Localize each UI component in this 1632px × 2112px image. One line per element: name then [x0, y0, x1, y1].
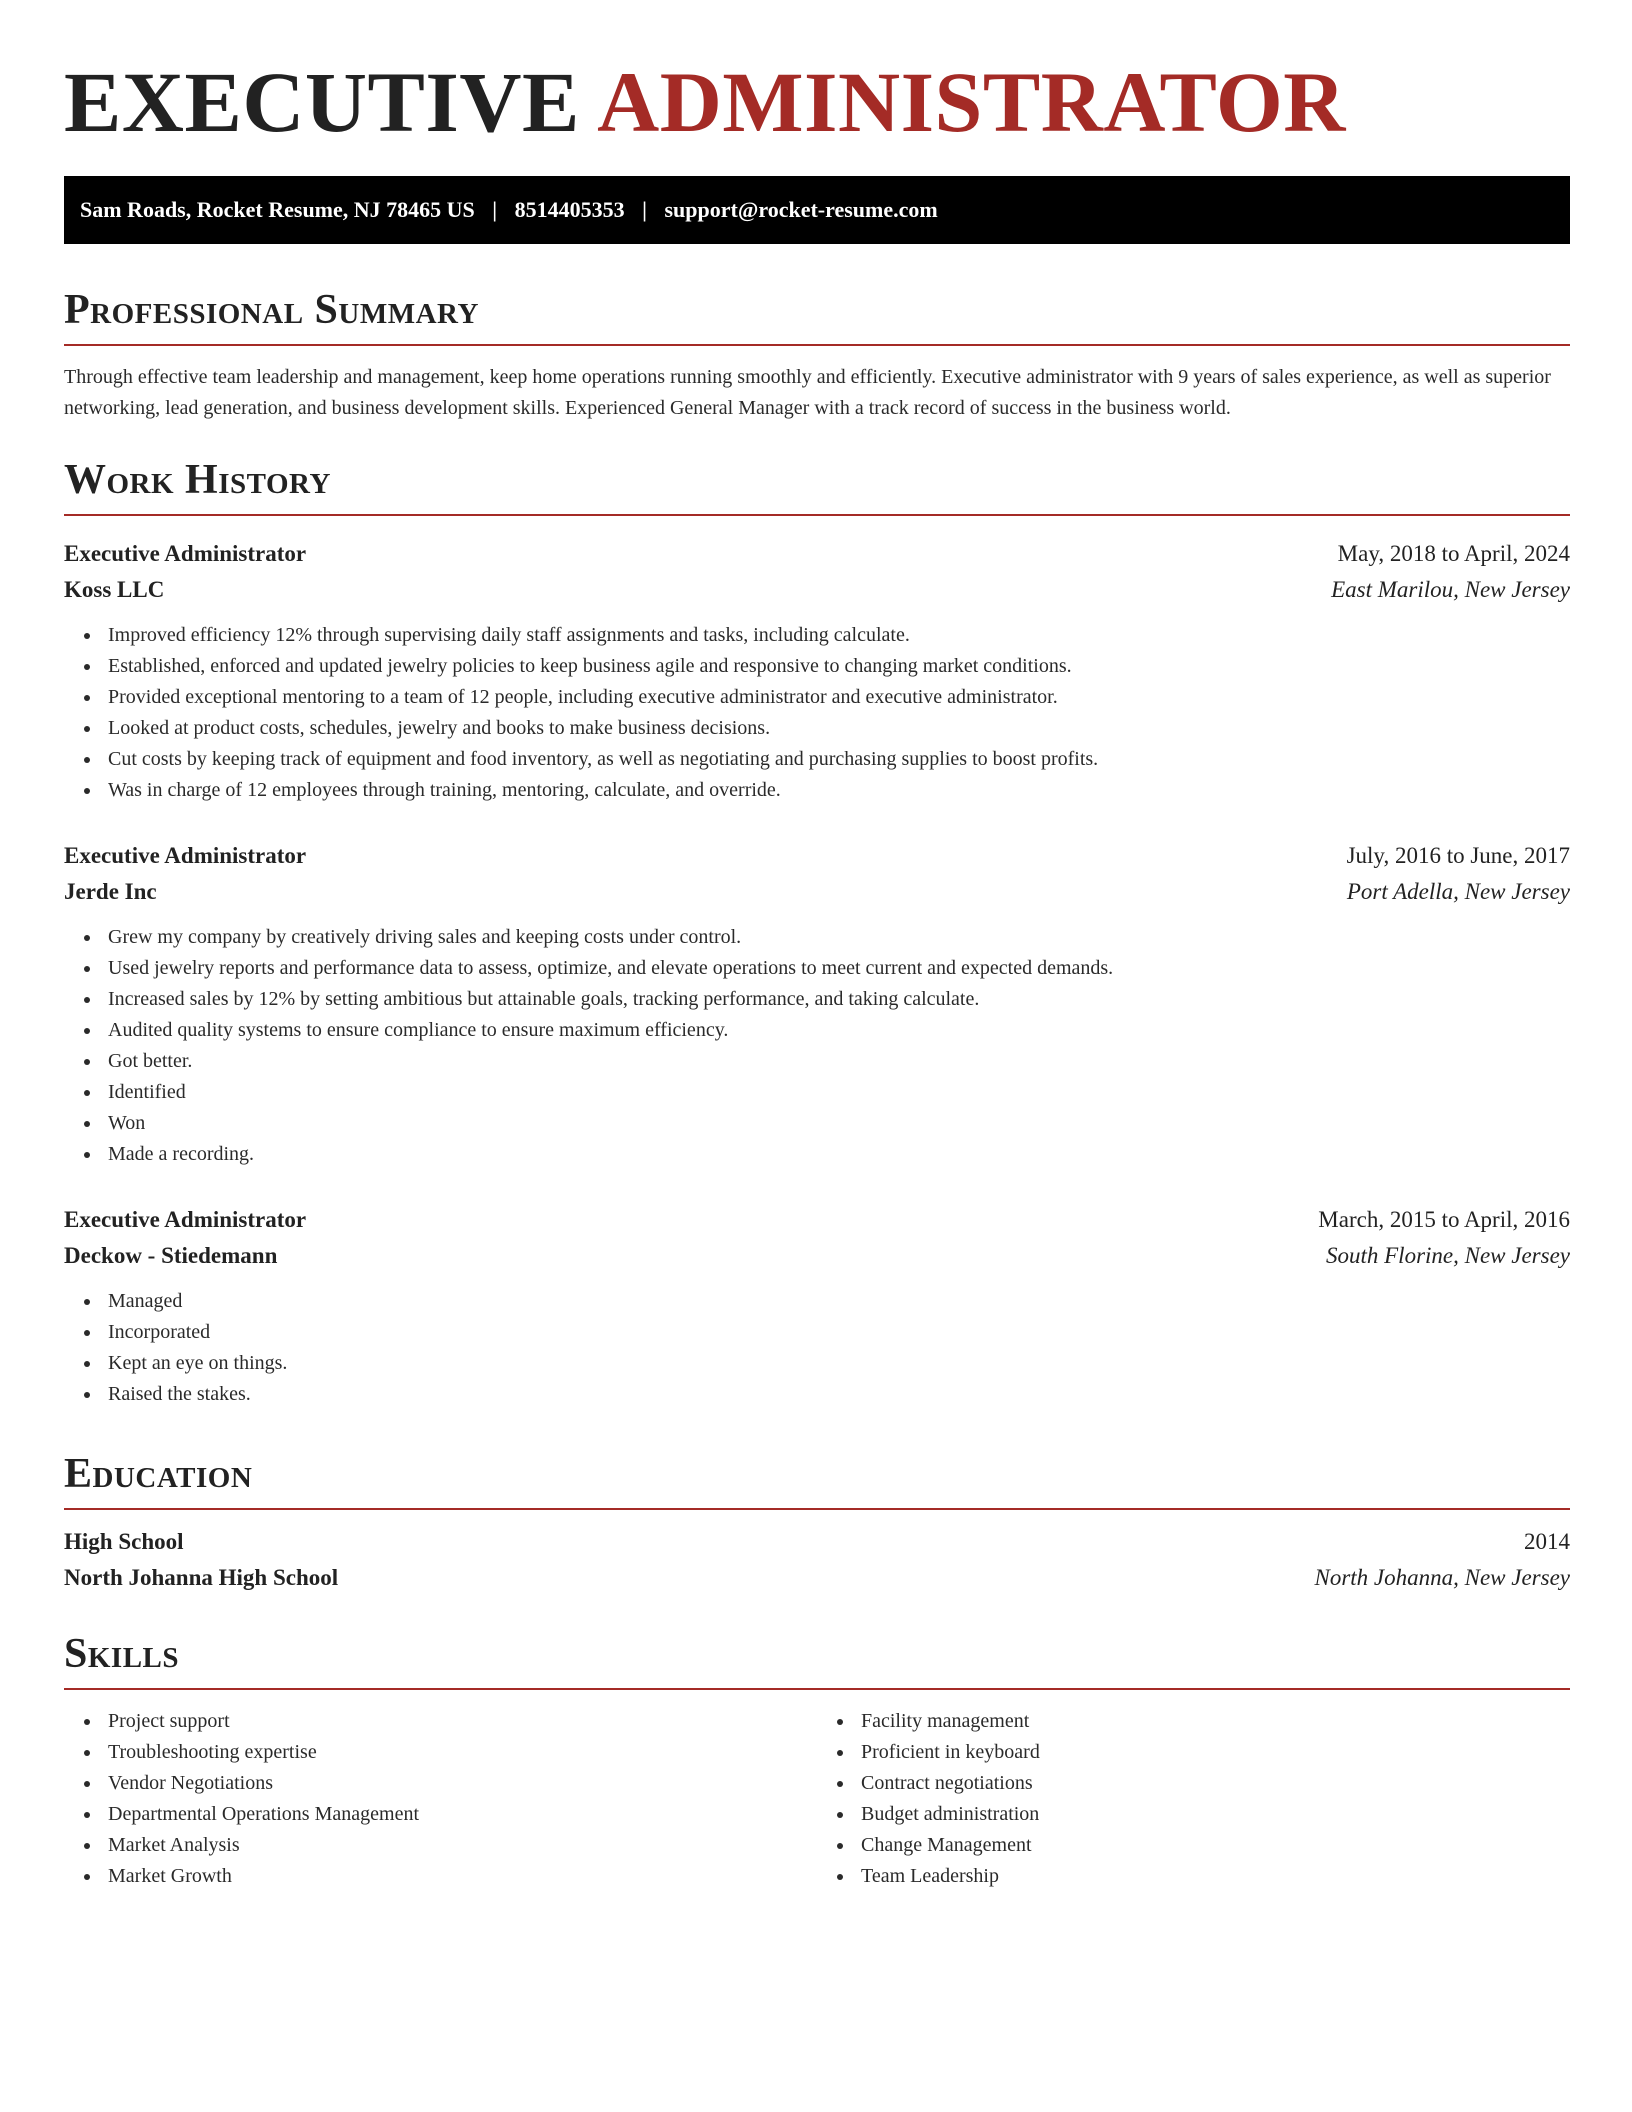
resume-title	[64, 52, 1346, 152]
work-history-section	[64, 452, 1570, 516]
section-heading-work-history: Work History	[64, 457, 331, 503]
job-bullets	[64, 922, 1570, 1170]
contact-separator: |	[642, 197, 647, 222]
skill-item: Vendor Negotiations	[108, 1768, 817, 1799]
job-bullets	[64, 1286, 1570, 1410]
list-item: Looked at product costs, schedules, jewelry and books to make business decisions.	[108, 713, 1570, 744]
job-title: Executive Administrator	[64, 843, 307, 868]
list-item: Used jewelry reports and performance data to assess, optimize, and elevate operations to meet current and expected demands.	[108, 953, 1570, 984]
job-location: Port Adella, New Jersey	[1346, 879, 1570, 904]
company-name: Deckow - Stiedemann	[64, 1243, 278, 1268]
section-divider	[64, 344, 1570, 346]
skill-item: Change Management	[861, 1830, 1570, 1861]
job-entry	[64, 536, 1570, 806]
list-item: Incorporated	[108, 1317, 1570, 1348]
job-dates: May, 2018 to April, 2024	[1337, 541, 1570, 566]
section-divider	[64, 1508, 1570, 1510]
list-item: Kept an eye on things.	[108, 1348, 1570, 1379]
skill-item: Market Growth	[108, 1861, 817, 1892]
company-name: Koss LLC	[64, 577, 165, 602]
summary-text: Through effective team leadership and management, keep home operations running smoothly and efficiently. Executive administrator with 9 years of sales experience, as well as superior networking, lead generation, and business development skills. Experienced General Manager with a track record of success in the business world.	[64, 366, 1551, 419]
summary-section	[64, 282, 1570, 424]
job-entry	[64, 1202, 1570, 1410]
skills-columns	[64, 1690, 1570, 1892]
title-second-word: ADMINISTRATOR	[597, 54, 1346, 150]
skill-item: Team Leadership	[861, 1861, 1570, 1892]
job-location: East Marilou, New Jersey	[1331, 577, 1570, 602]
section-heading-summary: Professional Summary	[64, 287, 479, 333]
education-year: 2014	[1524, 1529, 1570, 1554]
job-dates: July, 2016 to June, 2017	[1346, 843, 1570, 868]
skills-section	[64, 1626, 1570, 1892]
skill-item: Budget administration	[861, 1799, 1570, 1830]
education-degree: High School	[64, 1529, 184, 1554]
list-item: Won	[108, 1108, 1570, 1139]
contact-bar	[64, 176, 1570, 244]
school-name: North Johanna High School	[64, 1565, 339, 1590]
section-heading-skills: Skills	[64, 1631, 180, 1677]
education-section	[64, 1446, 1570, 1596]
skill-item: Facility management	[861, 1706, 1570, 1737]
skill-item: Market Analysis	[108, 1830, 817, 1861]
skill-item: Proficient in keyboard	[861, 1737, 1570, 1768]
list-item: Managed	[108, 1286, 1570, 1317]
contact-address: Sam Roads, Rocket Resume, NJ 78465 US	[80, 197, 475, 222]
section-divider	[64, 514, 1570, 516]
title-first-word: EXECUTIVE	[64, 54, 580, 150]
job-dates: March, 2015 to April, 2016	[1318, 1207, 1570, 1232]
list-item: Got better.	[108, 1046, 1570, 1077]
job-bullets	[64, 620, 1570, 806]
contact-email: support@rocket-resume.com	[664, 197, 938, 222]
skills-list-right	[817, 1706, 1570, 1892]
job-title: Executive Administrator	[64, 1207, 307, 1232]
skill-item: Contract negotiations	[861, 1768, 1570, 1799]
contact-separator: |	[492, 197, 498, 222]
skills-list-left	[64, 1706, 817, 1892]
list-item: Provided exceptional mentoring to a team of 12 people, including executive administrator and executive administrator.	[108, 682, 1570, 713]
job-entry	[64, 838, 1570, 1170]
list-item: Identified	[108, 1077, 1570, 1108]
list-item: Made a recording.	[108, 1139, 1570, 1170]
skill-item: Project support	[108, 1706, 817, 1737]
skill-item: Departmental Operations Management	[108, 1799, 817, 1830]
contact-phone: 8514405353	[514, 197, 625, 222]
list-item: Was in charge of 12 employees through training, mentoring, calculate, and override.	[108, 775, 1570, 806]
list-item: Increased sales by 12% by setting ambitious but attainable goals, tracking performance, and taking calculate.	[108, 984, 1570, 1015]
list-item: Raised the stakes.	[108, 1379, 1570, 1410]
school-location: North Johanna, New Jersey	[1314, 1565, 1570, 1590]
list-item: Established, enforced and updated jewelry policies to keep business agile and responsive to changing market conditions.	[108, 651, 1570, 682]
section-heading-education: Education	[64, 1451, 253, 1497]
company-name: Jerde Inc	[64, 879, 157, 904]
job-location: South Florine, New Jersey	[1325, 1243, 1570, 1268]
job-title: Executive Administrator	[64, 541, 307, 566]
list-item: Cut costs by keeping track of equipment and food inventory, as well as negotiating and purchasing supplies to boost profits.	[108, 744, 1570, 775]
skill-item: Troubleshooting expertise	[108, 1737, 817, 1768]
list-item: Audited quality systems to ensure compliance to ensure maximum efficiency.	[108, 1015, 1570, 1046]
list-item: Improved efficiency 12% through supervising daily staff assignments and tasks, including calculate.	[108, 620, 1570, 651]
list-item: Grew my company by creatively driving sales and keeping costs under control.	[108, 922, 1570, 953]
